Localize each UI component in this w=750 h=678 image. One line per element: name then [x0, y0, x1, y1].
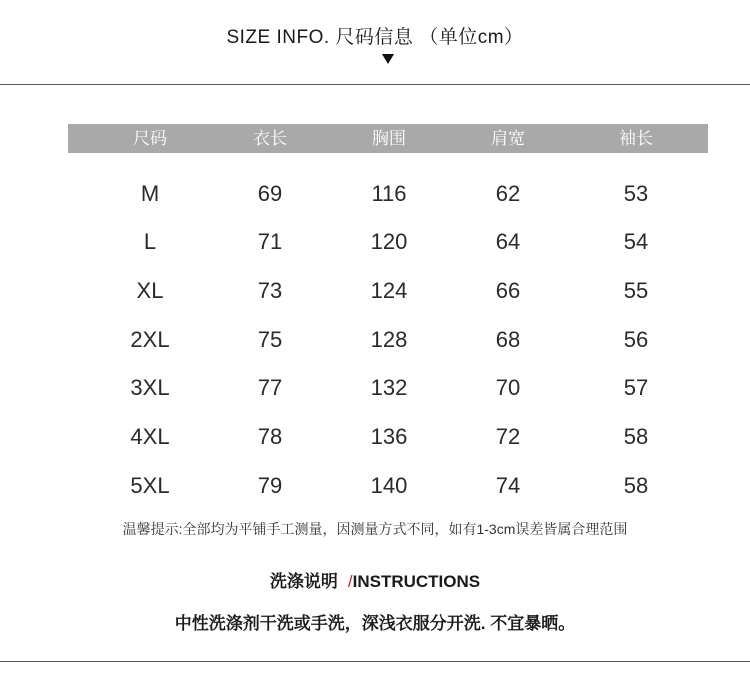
washing-instructions-title — [0, 567, 750, 592]
cell-chest: 132 — [370, 375, 408, 400]
cell-chest: 124 — [370, 278, 408, 303]
cell-size: 4XL — [130, 424, 170, 449]
cell-shoulder: 64 — [495, 229, 521, 254]
size-table-header — [68, 124, 708, 153]
cell-sleeve: 58 — [623, 473, 649, 498]
cell-length: 71 — [257, 229, 283, 254]
col-header-chest: 胸围 — [372, 129, 406, 148]
cell-chest: 128 — [370, 327, 408, 352]
washing-title-en: INSTRUCTIONS — [352, 572, 481, 591]
cell-size: L — [143, 229, 157, 254]
cell-sleeve: 53 — [623, 181, 649, 206]
table-row — [0, 271, 750, 311]
cell-chest: 120 — [370, 229, 408, 254]
cell-shoulder: 70 — [495, 375, 521, 400]
cell-sleeve: 56 — [623, 327, 649, 352]
cell-shoulder: 72 — [495, 424, 521, 449]
cell-length: 73 — [257, 278, 283, 303]
down-arrow-icon — [382, 54, 394, 64]
cell-shoulder: 74 — [495, 473, 521, 498]
cell-size: M — [140, 181, 160, 206]
cell-length: 78 — [257, 424, 283, 449]
measurement-tip: 温馨提示:全部均为平铺手工测量，因测量方式不同，如有1-3cm误差皆属合理范围 — [122, 521, 628, 537]
cell-chest: 116 — [371, 181, 407, 206]
cell-shoulder: 68 — [495, 327, 521, 352]
cell-sleeve: 58 — [623, 424, 649, 449]
washing-title-cn: 洗涤说明 — [269, 572, 338, 591]
cell-sleeve: 54 — [623, 229, 649, 254]
red-slash: / — [347, 572, 353, 591]
cell-length: 77 — [257, 375, 283, 400]
table-row — [0, 174, 750, 214]
cell-size: XL — [136, 278, 164, 303]
cell-size: 2XL — [130, 327, 170, 352]
cell-size: 3XL — [130, 375, 170, 400]
top-divider — [0, 84, 750, 85]
table-row — [0, 222, 750, 262]
cell-length: 75 — [257, 327, 283, 352]
bottom-divider — [0, 661, 750, 662]
col-header-shoulder: 肩宽 — [491, 129, 525, 148]
table-row — [0, 320, 750, 360]
col-header-size: 尺码 — [133, 129, 167, 148]
cell-chest: 136 — [370, 424, 408, 449]
table-row — [0, 417, 750, 457]
cell-sleeve: 55 — [623, 278, 649, 303]
table-row — [0, 368, 750, 408]
cell-length: 69 — [257, 181, 283, 206]
col-header-length: 衣长 — [253, 129, 287, 148]
cell-sleeve: 57 — [623, 375, 649, 400]
size-info-title: SIZE INFO. 尺码信息 （单位cm） — [226, 27, 524, 48]
cell-shoulder: 62 — [495, 181, 521, 206]
cell-shoulder: 66 — [495, 278, 521, 303]
cell-size: 5XL — [130, 473, 170, 498]
col-header-sleeve: 袖长 — [619, 129, 653, 148]
washing-instructions-text: 中性洗涤剂干洗或手洗，深浅衣服分开洗. 不宜暴晒。 — [174, 614, 576, 633]
cell-chest: 140 — [370, 473, 408, 498]
table-row — [0, 466, 750, 506]
cell-length: 79 — [257, 473, 283, 498]
